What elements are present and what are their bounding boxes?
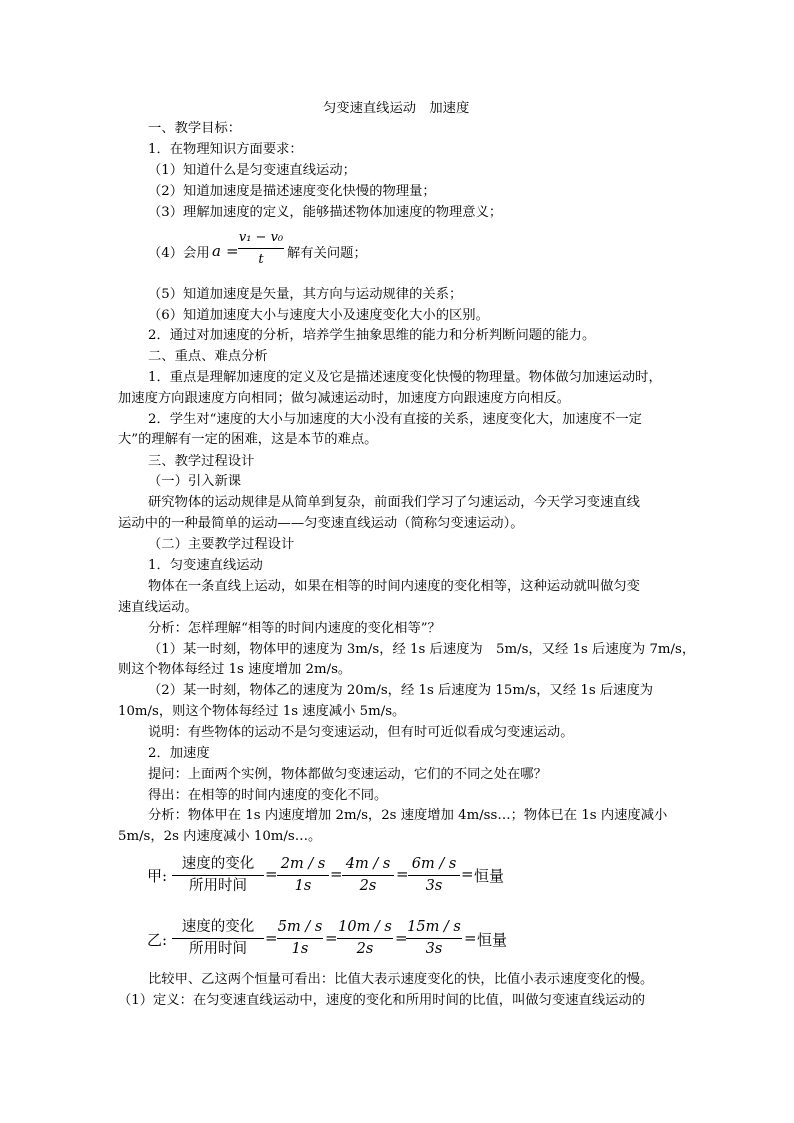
fraction-term: [406, 918, 462, 959]
equation-result: 恒量: [474, 867, 505, 885]
paragraph-line: （2）某一时刻，物体乙的速度为 20m/s，经 1s 后速度为 15m/s，又经 1s 后速度为: [148, 683, 654, 698]
paragraph-line: 2．通过对加速度的分析，培养学生抽象思维的能力和分析判断问题的能力。: [148, 328, 596, 343]
paragraph-line: 大”的理解有一定的困难，这是本节的难点。: [118, 432, 378, 447]
equation-result: 恒量: [477, 931, 508, 949]
paragraph-line: （1）定义：在匀变速直线运动中，速度的变化和所用时间的比值，叫做匀变速直线运动的: [118, 993, 646, 1008]
equals-sign: =: [395, 929, 408, 947]
numerator: 速度的变化: [181, 919, 255, 935]
paragraph-line: 10m/s，则这个物体每经过 1s 速度减小 5m/s。: [118, 704, 406, 719]
denominator: 2s: [356, 941, 374, 957]
formula-equals: =: [226, 242, 239, 260]
numerator: 4m / s: [345, 856, 391, 872]
paragraph-line: 物体在一条直线上运动，如果在相等的时间内速度的变化相等，这种运动就叫做匀变: [148, 579, 640, 594]
paragraph-line: 1．重点是理解加速度的定义及它是描述速度变化快慢的物理量。物体做匀加速运动时，: [148, 370, 662, 385]
equals-sign: =: [464, 929, 477, 947]
section-heading: 一、教学目标：: [148, 121, 242, 136]
paragraph-line: （5）知道加速度是矢量，其方向与运动规律的关系；: [148, 287, 463, 302]
paragraph-line: 加速度方向跟速度方向相同；做匀减速运动时，加速度方向跟速度方向相反。: [118, 391, 571, 406]
fraction-bar: [172, 938, 264, 939]
paragraph-line: 得出：在相等的时间内速度的变化不同。: [148, 788, 388, 803]
paragraph-line: 1．在物理知识方面要求：: [148, 142, 303, 157]
numerator: 6m / s: [411, 856, 457, 872]
fraction-term: [172, 855, 264, 896]
paragraph-line: 提问：上面两个实例，物体都做匀变速运动，它们的不同之处在哪？: [148, 767, 547, 782]
equation-label: 甲:: [147, 867, 168, 885]
paragraph-line: 则这个物体每经过 1s 速度增加 2m/s。: [118, 662, 352, 677]
numerator: 速度的变化: [181, 856, 255, 872]
paragraph-line: （3）理解加速度的定义，能够描述物体加速度的物理意义；: [148, 205, 503, 220]
equation-label: 乙:: [147, 931, 168, 949]
subsection-heading: 1．匀变速直线运动: [148, 558, 263, 573]
fraction-term: [342, 855, 394, 896]
fraction-bar: [238, 248, 284, 249]
paragraph-line: 5m/s，2s 内速度减小 10m/s…。: [118, 829, 322, 844]
fraction-bar: [172, 875, 264, 876]
paragraph-line: 分析：物体甲在 1s 内速度增加 2m/s，2s 速度增加 4m/ss…；物体已在 1s 内速度减小: [148, 808, 668, 823]
subsection-heading: 2．加速度: [148, 746, 210, 761]
paragraph-line: （1）知道什么是匀变速直线运动；: [148, 163, 356, 178]
numerator: 10m / s: [338, 919, 392, 935]
fraction-term: [277, 855, 329, 896]
paragraph-line: （6）知道加速度大小与速度大小及速度变化大小的区别。: [148, 308, 489, 323]
formula-denominator: t: [258, 252, 264, 267]
fraction-bar: [337, 938, 393, 939]
equals-sign: =: [265, 929, 278, 947]
paragraph-line: 说明：有些物体的运动不是匀变速运动，但有时可近似看成匀变速运动。: [148, 725, 574, 740]
denominator: 1s: [294, 878, 312, 894]
paragraph-line: 2．学生对“速度的大小与加速度的大小没有直接的关系，速度变化大，加速度不一定: [148, 412, 642, 427]
section-heading: 二、重点、难点分析: [148, 349, 268, 364]
page-title: 匀变速直线运动 加速度: [323, 101, 470, 116]
fraction-bar: [277, 875, 329, 876]
subsection-heading: （一）引入新课: [148, 474, 242, 489]
formula-fraction: [238, 228, 284, 269]
fraction-term: [408, 855, 460, 896]
fraction-bar: [342, 875, 394, 876]
denominator: 3s: [425, 878, 443, 894]
equals-sign: =: [396, 865, 409, 883]
formula-lhs: a: [212, 242, 221, 260]
section-heading: 三、教学过程设计: [148, 454, 255, 469]
denominator: 所用时间: [189, 941, 247, 957]
equals-sign: =: [330, 865, 343, 883]
fraction-bar: [408, 875, 460, 876]
paragraph-line: 运动中的一种最简单的运动——匀变速直线运动（简称匀变速运动）。: [118, 516, 524, 531]
paragraph-line: （2）知道加速度是描述速度变化快慢的物理量；: [148, 184, 436, 199]
paragraph-line: 研究物体的运动规律是从简单到复杂，前面我们学习了匀速运动，今天学习变速直线: [148, 495, 640, 510]
paragraph-line: 分析：怎样理解“相等的时间内速度的变化相等”？: [148, 621, 441, 636]
equals-sign: =: [265, 865, 278, 883]
denominator: 1s: [291, 941, 309, 957]
paragraph-line: （1）某一时刻，物体甲的速度为 3m/s，经 1s 后速度为 5m/s，又经 1s 后速度为 7m/s，: [148, 642, 696, 657]
paragraph-line: 速直线运动。: [118, 600, 198, 615]
equals-sign: =: [461, 865, 474, 883]
equals-sign: =: [325, 929, 338, 947]
fraction-term: [172, 918, 264, 959]
denominator: 3s: [425, 941, 443, 957]
subsection-heading: （二）主要教学过程设计: [148, 537, 295, 552]
fraction-bar: [406, 938, 462, 939]
formula-prefix: （4）会用: [148, 246, 210, 261]
formula-suffix: 解有关问题；: [287, 246, 367, 261]
numerator: 2m / s: [280, 856, 326, 872]
paragraph-line: 比较甲、乙这两个恒量可看出：比值大表示速度变化的快，比值小表示速度变化的慢。: [148, 972, 654, 987]
numerator: 15m / s: [407, 919, 461, 935]
fraction-term: [337, 918, 393, 959]
denominator: 所用时间: [189, 878, 247, 894]
fraction-term: [277, 918, 323, 959]
denominator: 2s: [359, 878, 377, 894]
formula-numerator: v₁ − v₀: [238, 230, 284, 245]
fraction-bar: [277, 938, 323, 939]
numerator: 5m / s: [277, 919, 323, 935]
